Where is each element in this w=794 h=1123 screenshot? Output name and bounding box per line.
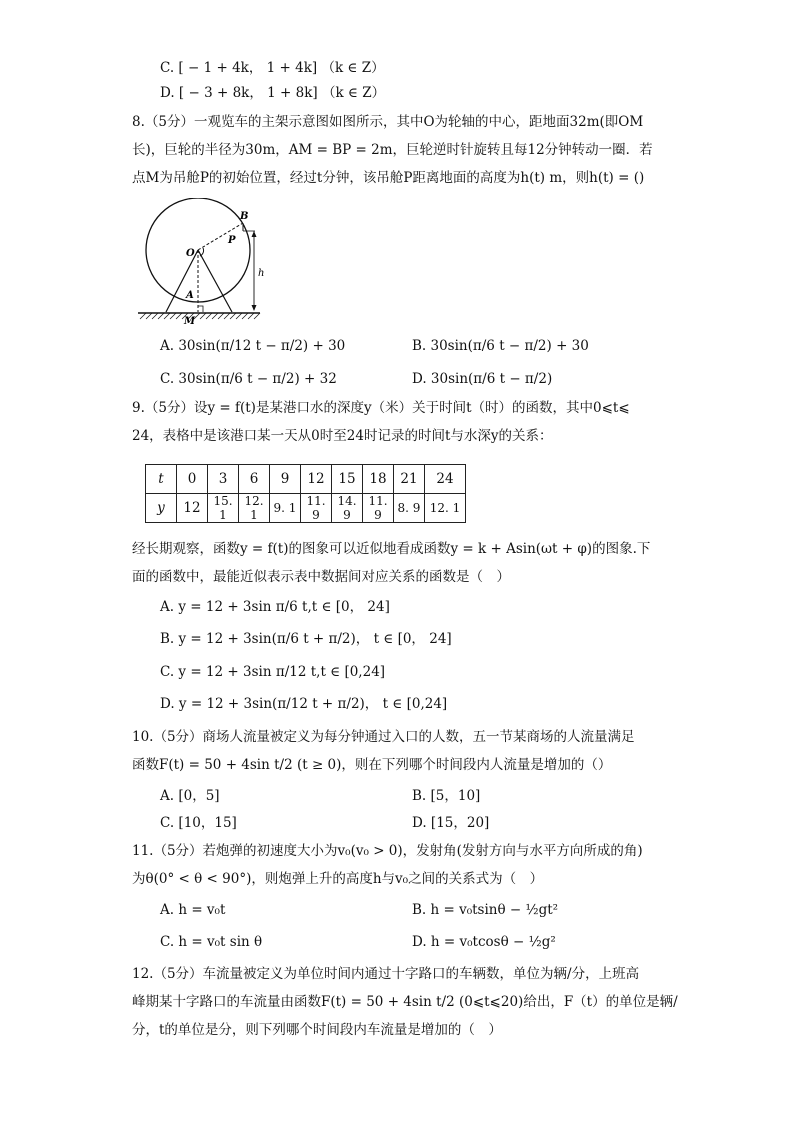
q9-stem-line3: 经长期观察，函数y = f(t)的图象可以近似地看成函数y = k + Asin(ωt + φ)的图象.下: [132, 541, 651, 557]
q7-option-c: C. [ − 1 + 4k， 1 + 4k] （k ∈ Z）: [160, 60, 385, 76]
q12-stem-line2: 峰期某十字路口的车流量由函数F(t) = 50 + 4sin t/2 (0⩽t⩽20)给出，F（t）的单位是辆/: [132, 994, 678, 1010]
table-cell: 12: [301, 465, 332, 494]
table-cell: 9. 1: [270, 494, 301, 523]
label-b: B: [240, 211, 249, 222]
q9-option-a: A. y = 12 + 3sin π/6 t,t ∈ [0， 24]: [160, 599, 390, 615]
right-angle-mark: [198, 306, 203, 312]
q10-option-a: A. [0，5]: [160, 788, 220, 804]
table-cell: 21: [394, 465, 425, 494]
table-cell: 11. 9: [301, 494, 332, 523]
q11-stem: [132, 837, 662, 893]
table-cell: 12. 1: [239, 494, 270, 523]
table-cell: 15: [332, 465, 363, 494]
table-cell: 0: [177, 465, 208, 494]
table-header-t: t: [146, 465, 177, 494]
q12-stem-line3: 分，t的单位是分，则下列哪个时间段内车流量是增加的（ ）: [132, 1022, 502, 1038]
table-row-y: [146, 494, 466, 523]
label-p: P: [228, 235, 236, 246]
q9-stem-line1: 9.（5分）设y = f(t)是某港口水的深度y（米）关于时间t（时）的函数，其中0⩽t⩽: [132, 400, 630, 416]
h-arrow-bottom: [252, 305, 257, 311]
left-support: [166, 250, 198, 312]
q8-option-d: D. 30sin(π/6 t − π/2): [412, 371, 553, 387]
q10-stem-line2: 函数F(t) = 50 + 4sin t/2 (t ≥ 0)，则在下列哪个时间段内人流量是增加的（）: [132, 757, 612, 773]
table-cell: 11. 9: [363, 494, 394, 523]
q11-stem-line1: 11.（5分）若炮弹的初速度大小为v₀(v₀ > 0)，发射角(发射方向与水平方向所成的角): [132, 843, 643, 859]
label-h: h: [258, 268, 265, 279]
label-a: A: [186, 290, 194, 301]
q9-option-b: B. y = 12 + 3sin(π/6 t + π/2)， t ∈ [0， 24]: [160, 631, 452, 647]
q7-option-d: D. [ − 3 + 8k， 1 + 8k] （k ∈ Z）: [160, 85, 386, 101]
q8-option-b: B. 30sin(π/6 t − π/2) + 30: [412, 338, 589, 354]
table-cell: 6: [239, 465, 270, 494]
right-support: [198, 250, 232, 312]
q10-option-d: D. [15，20]: [412, 815, 490, 831]
table-row-t: [146, 465, 466, 494]
ferris-wheel-diagram: [130, 198, 280, 328]
q10-option-c: C. [10，15]: [160, 815, 237, 831]
table-cell: 3: [208, 465, 239, 494]
table-header-y: y: [146, 494, 177, 523]
h-arrow-top: [252, 231, 257, 237]
q9-data-table: [145, 464, 466, 523]
q10-option-b: B. [5，10]: [412, 788, 481, 804]
table-cell: 14. 9: [332, 494, 363, 523]
q9-stem-line4: 面的函数中，最能近似表示表中数据间对应关系的函数是（ ）: [132, 569, 510, 585]
q8-stem-line1: 8.（5分）一观览车的主架示意图如图所示，其中O为轮轴的中心，距地面32m(即OM: [132, 114, 644, 130]
q8-option-a: A. 30sin(π/12 t − π/2) + 30: [160, 338, 346, 354]
q10-stem-line1: 10.（5分）商场人流量被定义为每分钟通过入口的人数，五一节某商场的人流量满足: [132, 729, 635, 745]
q9-option-d: D. y = 12 + 3sin(π/12 t + π/2)， t ∈ [0,24]: [160, 696, 448, 712]
q11-stem-line2: 为θ(0° < θ < 90°)，则炮弹上升的高度h与v₀之间的关系式为（ ）: [132, 871, 544, 887]
q12-stem-line1: 12.（5分）车流量被定义为单位时间内通过十字路口的车辆数，单位为辆/分，上班高: [132, 966, 640, 982]
label-o: O: [186, 248, 195, 259]
q8-option-c: C. 30sin(π/6 t − π/2) + 32: [160, 371, 337, 387]
q8-stem: [132, 108, 662, 192]
ob-segment: [198, 223, 243, 250]
table-cell: 8. 9: [394, 494, 425, 523]
table-cell: 24: [425, 465, 466, 494]
q9-stem-continued: [132, 535, 662, 591]
label-m: M: [184, 316, 196, 327]
q9-stem-line2: 24，表格中是该港口某一天从0时至24时记录的时间t与水深y的关系：: [132, 428, 553, 444]
q8-stem-line3: 点M为吊舱P的初始位置，经过t分钟，该吊舱P距离地面的高度为h(t) m，则h(t) = (): [132, 170, 645, 186]
table-cell: 12. 1: [425, 494, 466, 523]
table-cell: 12: [177, 494, 208, 523]
q11-option-d: D. h = v₀tcosθ − ½g²: [412, 934, 556, 950]
q9-stem: [132, 394, 662, 450]
q8-stem-line2: 长)，巨轮的半径为30m，AM = BP = 2m，巨轮逆时针旋转且每12分钟转动一圈．若: [132, 142, 653, 158]
q11-option-a: A. h = v₀t: [160, 902, 226, 918]
table-cell: 18: [363, 465, 394, 494]
q11-option-c: C. h = v₀t sin θ: [160, 934, 263, 950]
ground-hatch: [140, 313, 260, 319]
q12-stem: [132, 960, 678, 1044]
q10-stem: [132, 723, 662, 779]
q11-option-b: B. h = v₀tsinθ − ½gt²: [412, 902, 559, 918]
q9-option-c: C. y = 12 + 3sin π/12 t,t ∈ [0,24]: [160, 664, 386, 680]
table-cell: 9: [270, 465, 301, 494]
table-cell: 15. 1: [208, 494, 239, 523]
